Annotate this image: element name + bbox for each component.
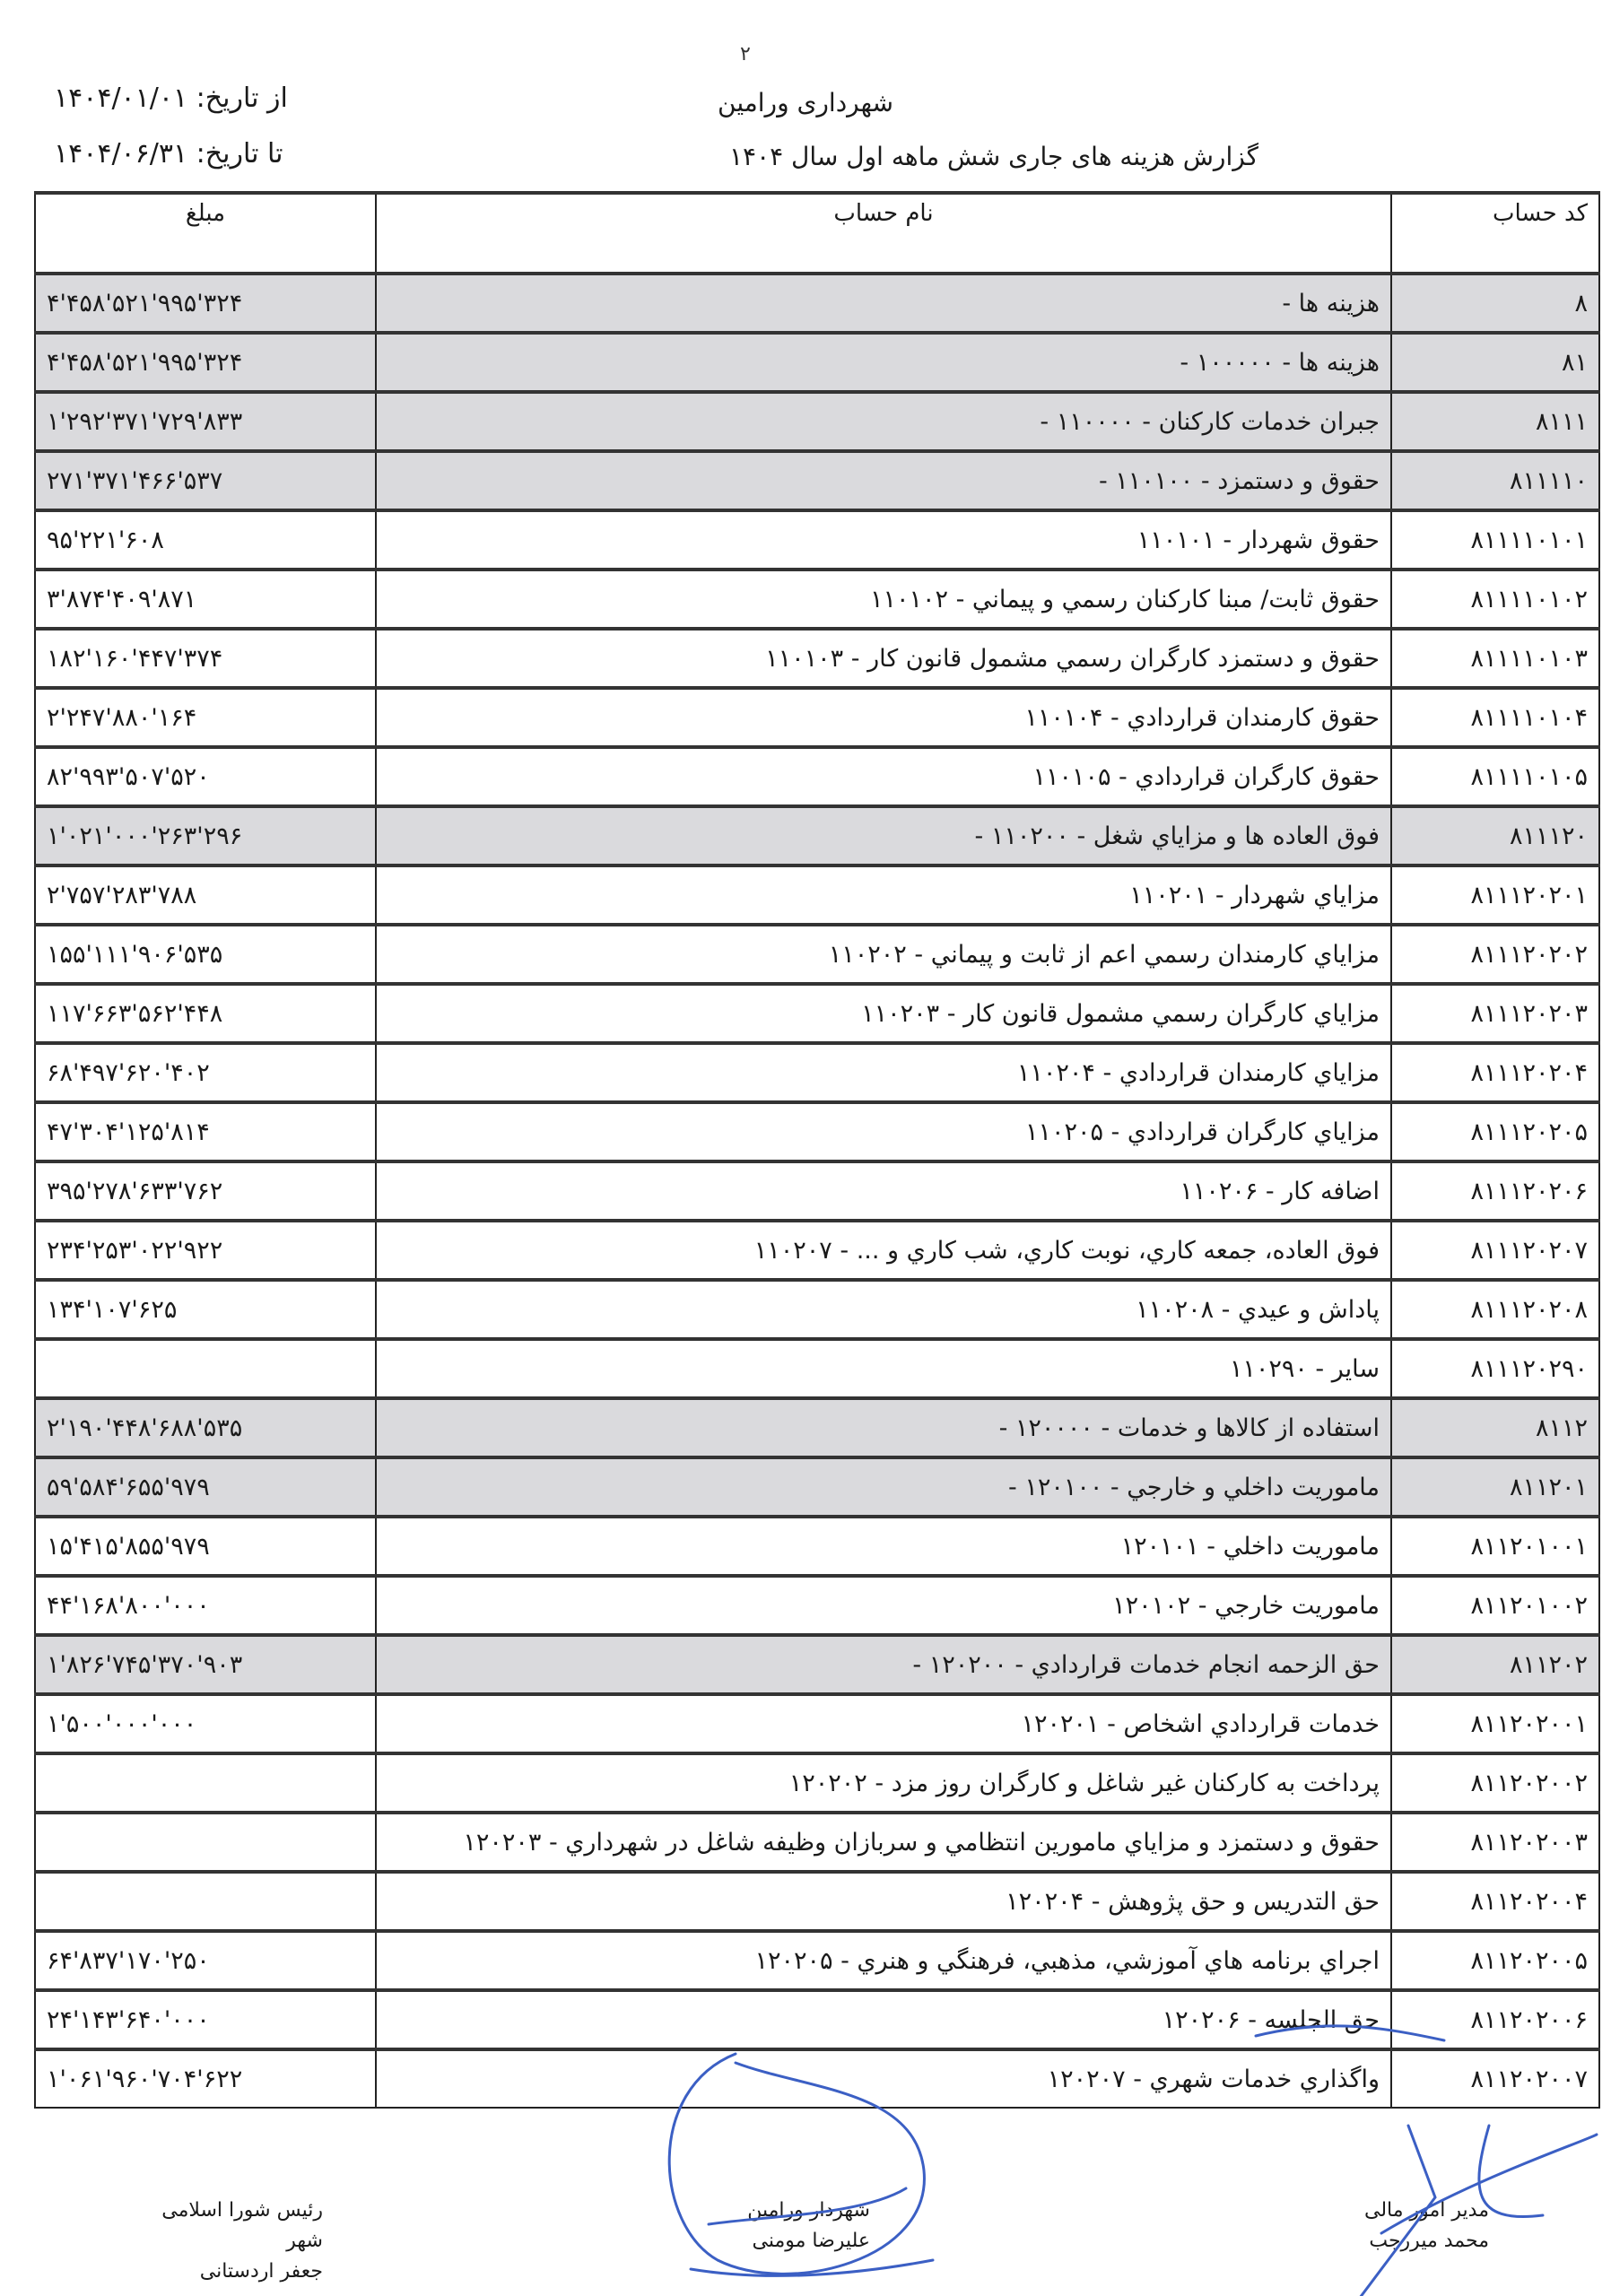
account-name: حقوق و دستمزد - ۱۱۰۱۰۰ - — [376, 451, 1391, 510]
account-amount: ۱۸۲'۱۶۰'۴۴۷'۳۷۴ — [35, 629, 376, 688]
account-amount — [35, 1813, 376, 1872]
mayor-title: شهردار ورامین — [747, 2199, 870, 2222]
account-name: ماموريت داخلي - ۱۲۰۱۰۱ — [376, 1517, 1391, 1576]
table-row — [35, 1990, 1599, 2049]
report-title: گزارش هزینه های جاری شش ماهه اول سال ۱۴۰۴ — [728, 142, 1259, 171]
account-amount — [35, 1339, 376, 1398]
account-name: واگذاري خدمات شهري - ۱۲۰۲۰۷ — [376, 2049, 1391, 2108]
account-code: ۸۱۱۱۲۰۲۰۴ — [1391, 1043, 1599, 1102]
mayor-signature-underline — [691, 2260, 933, 2275]
table-row — [35, 392, 1599, 451]
mayor-name: علیرضا مومنی — [752, 2230, 870, 2252]
account-amount: ۱'۰۶۱'۹۶۰'۷۰۴'۶۲۲ — [35, 2049, 376, 2108]
account-amount: ۴'۴۵۸'۵۲۱'۹۹۵'۳۲۴ — [35, 333, 376, 392]
signature-mayor — [709, 2196, 870, 2257]
table-row — [35, 1753, 1599, 1813]
account-name: حقوق و دستمزد و مزاياي مامورين انتظامي و سربازان وظيفه شاغل در شهرداري - ۱۲۰۲۰۳ — [376, 1813, 1391, 1872]
table-row — [35, 274, 1599, 333]
account-amount: ۹۵'۲۲۱'۶۰۸ — [35, 510, 376, 570]
finance-manager-name: محمد میررجب — [1369, 2230, 1489, 2252]
header-amount: مبلغ — [35, 193, 376, 274]
account-amount: ۳'۸۷۴'۴۰۹'۸۷۱ — [35, 570, 376, 629]
account-code: ۸۱۱۲۰۲۰۰۳ — [1391, 1813, 1599, 1872]
organization-title: شهرداری ورامین — [718, 88, 893, 117]
table-row — [35, 1931, 1599, 1990]
table-header-row — [35, 193, 1599, 274]
account-code: ۸۱۱۲۰۱۰۰۲ — [1391, 1576, 1599, 1635]
table-row — [35, 1813, 1599, 1872]
account-code: ۸۱۱۲۰۲ — [1391, 1635, 1599, 1694]
table-row — [35, 688, 1599, 747]
account-name: پاداش و عيدي - ۱۱۰۲۰۸ — [376, 1280, 1391, 1339]
account-code: ۸۱۱۲۰۱ — [1391, 1457, 1599, 1517]
account-amount: ۱'۵۰۰'۰۰۰'۰۰۰ — [35, 1694, 376, 1753]
account-code: ۸۱۱۱۲۰۲۰۱ — [1391, 865, 1599, 925]
account-name: خدمات قراردادي اشخاص - ۱۲۰۲۰۱ — [376, 1694, 1391, 1753]
account-name: اجراي برنامه هاي آموزشي، مذهبي، فرهنگي و هنري - ۱۲۰۲۰۵ — [376, 1931, 1391, 1990]
council-head-title: رئیس شورا اسلامی شهر — [161, 2199, 323, 2252]
table-row — [35, 510, 1599, 570]
account-amount: ۶۸'۴۹۷'۶۲۰'۴۰۲ — [35, 1043, 376, 1102]
account-code: ۸۱۱۱۲۰۲۹۰ — [1391, 1339, 1599, 1398]
table-row — [35, 1872, 1599, 1931]
account-amount: ۸۲'۹۹۳'۵۰۷'۵۲۰ — [35, 747, 376, 806]
account-name: حقوق كارمندان قراردادي - ۱۱۰۱۰۴ — [376, 688, 1391, 747]
account-amount: ۲'۱۹۰'۴۴۸'۶۸۸'۵۳۵ — [35, 1398, 376, 1457]
page-mark: ۲ — [740, 43, 751, 65]
account-amount: ۴'۴۵۸'۵۲۱'۹۹۵'۳۲۴ — [35, 274, 376, 333]
account-name: مزاياي كارگران قراردادي - ۱۱۰۲۰۵ — [376, 1102, 1391, 1161]
table-row — [35, 2049, 1599, 2108]
table-row — [35, 1339, 1599, 1398]
account-code: ۸۱۱۱۱۰۱۰۲ — [1391, 570, 1599, 629]
account-name: حقوق و دستمزد كارگران رسمي مشمول قانون كار - ۱۱۰۱۰۳ — [376, 629, 1391, 688]
table-row — [35, 1635, 1599, 1694]
table-row — [35, 925, 1599, 984]
account-amount: ۱'۸۲۶'۷۴۵'۳۷۰'۹۰۳ — [35, 1635, 376, 1694]
account-name: پرداخت به كاركنان غير شاغل و كارگران روز مزد - ۱۲۰۲۰۲ — [376, 1753, 1391, 1813]
table-row — [35, 1576, 1599, 1635]
account-amount — [35, 1872, 376, 1931]
table-row — [35, 747, 1599, 806]
account-code: ۸۱۱۱۲۰۲۰۶ — [1391, 1161, 1599, 1221]
account-code: ۸۱۱۲۰۲۰۰۷ — [1391, 2049, 1599, 2108]
account-name: حقوق ثابت/ مبنا كاركنان رسمي و پيماني - ۱۱۰۱۰۲ — [376, 570, 1391, 629]
account-amount: ۱۳۴'۱۰۷'۶۲۵ — [35, 1280, 376, 1339]
account-code: ۸ — [1391, 274, 1599, 333]
header-name: نام حساب — [376, 193, 1391, 274]
account-code: ۸۱۱۱۱۰۱۰۳ — [1391, 629, 1599, 688]
account-name: مزاياي كارگران رسمي مشمول قانون كار - ۱۱۰۲۰۳ — [376, 984, 1391, 1043]
table-row — [35, 1694, 1599, 1753]
from-date-label: از تاریخ: — [196, 83, 288, 114]
table-row — [35, 1161, 1599, 1221]
to-date — [54, 138, 283, 170]
finance-manager-title: مدیر امور مالی — [1364, 2199, 1489, 2222]
account-amount: ۱'۰۲۱'۰۰۰'۲۶۳'۲۹۶ — [35, 806, 376, 865]
table-row — [35, 865, 1599, 925]
account-code: ۸۱۱۱۲۰۲۰۲ — [1391, 925, 1599, 984]
table-row — [35, 333, 1599, 392]
council-head-name: جعفر اردستانی — [199, 2260, 323, 2283]
account-code: ۸۱۱۲۰۲۰۰۲ — [1391, 1753, 1599, 1813]
signature-finance-manager — [1328, 2196, 1489, 2257]
account-amount — [35, 1753, 376, 1813]
to-date-value: ۱۴۰۴/۰۶/۳۱ — [54, 138, 188, 170]
account-code: ۸۱۱۱۲۰۲۰۳ — [1391, 984, 1599, 1043]
account-code: ۸۱۱۲۰۲۰۰۱ — [1391, 1694, 1599, 1753]
account-name: حق التدريس و حق پژوهش - ۱۲۰۲۰۴ — [376, 1872, 1391, 1931]
table-row — [35, 1221, 1599, 1280]
account-amount: ۳۹۵'۲۷۸'۶۳۳'۷۶۲ — [35, 1161, 376, 1221]
account-amount: ۴۷'۳۰۴'۱۲۵'۸۱۴ — [35, 1102, 376, 1161]
account-code: ۸۱۱۱۱۰۱۰۴ — [1391, 688, 1599, 747]
account-code: ۸۱۱۲ — [1391, 1398, 1599, 1457]
account-amount: ۱'۲۹۲'۳۷۱'۷۲۹'۸۳۳ — [35, 392, 376, 451]
account-amount: ۲'۲۴۷'۸۸۰'۱۶۴ — [35, 688, 376, 747]
account-name: جبران خدمات کارکنان - ۱۱۰۰۰۰ - — [376, 392, 1391, 451]
account-code: ۸۱۱۱ — [1391, 392, 1599, 451]
account-name: حق الزحمه انجام خدمات قراردادي - ۱۲۰۲۰۰ - — [376, 1635, 1391, 1694]
account-code: ۸۱۱۱۲۰۲۰۵ — [1391, 1102, 1599, 1161]
account-name: مزاياي شهردار - ۱۱۰۲۰۱ — [376, 865, 1391, 925]
account-name: هزینه ها - ۱۰۰۰۰۰ - — [376, 333, 1391, 392]
account-name: هزینه ها - — [376, 274, 1391, 333]
to-date-label: تا تاریخ: — [196, 138, 283, 170]
account-code: ۸۱ — [1391, 333, 1599, 392]
account-name: حقوق كارگران قراردادي - ۱۱۰۱۰۵ — [376, 747, 1391, 806]
account-code: ۸۱۱۱۱۰ — [1391, 451, 1599, 510]
account-name: ماموريت خارجي - ۱۲۰۱۰۲ — [376, 1576, 1391, 1635]
account-code: ۸۱۱۱۲۰ — [1391, 806, 1599, 865]
table-row — [35, 1457, 1599, 1517]
account-name: اضافه كار - ۱۱۰۲۰۶ — [376, 1161, 1391, 1221]
table-row — [35, 1102, 1599, 1161]
account-amount: ۱۵'۴۱۵'۸۵۵'۹۷۹ — [35, 1517, 376, 1576]
account-name: حقوق شهردار - ۱۱۰۱۰۱ — [376, 510, 1391, 570]
account-code: ۸۱۱۲۰۱۰۰۱ — [1391, 1517, 1599, 1576]
account-code: ۸۱۱۱۲۰۲۰۸ — [1391, 1280, 1599, 1339]
account-code: ۸۱۱۱۱۰۱۰۵ — [1391, 747, 1599, 806]
account-name: ساير - ۱۱۰۲۹۰ — [376, 1339, 1391, 1398]
account-amount: ۵۹'۵۸۴'۶۵۵'۹۷۹ — [35, 1457, 376, 1517]
signature-council-head — [126, 2196, 323, 2287]
from-date — [54, 83, 288, 114]
account-code: ۸۱۱۱۱۰۱۰۱ — [1391, 510, 1599, 570]
account-code: ۸۱۱۲۰۲۰۰۵ — [1391, 1931, 1599, 1990]
account-name: فوق العاده، جمعه كاري، نوبت كاري، شب كاري و ... - ۱۱۰۲۰۷ — [376, 1221, 1391, 1280]
account-name: ماموريت داخلي و خارجي - ۱۲۰۱۰۰ - — [376, 1457, 1391, 1517]
account-amount: ۲۷۱'۳۷۱'۴۶۶'۵۳۷ — [35, 451, 376, 510]
account-name: فوق العاده ها و مزاياي شغل - ۱۱۰۲۰۰ - — [376, 806, 1391, 865]
table-row — [35, 570, 1599, 629]
account-amount: ۲۳۴'۲۵۳'۰۲۲'۹۲۲ — [35, 1221, 376, 1280]
account-code: ۸۱۱۲۰۲۰۰۴ — [1391, 1872, 1599, 1931]
account-amount: ۴۴'۱۶۸'۸۰۰'۰۰۰ — [35, 1576, 376, 1635]
account-name: مزاياي كارمندان قراردادي - ۱۱۰۲۰۴ — [376, 1043, 1391, 1102]
account-code: ۸۱۱۱۲۰۲۰۷ — [1391, 1221, 1599, 1280]
from-date-value: ۱۴۰۴/۰۱/۰۱ — [54, 83, 188, 114]
table-row — [35, 629, 1599, 688]
account-amount: ۲۴'۱۴۳'۶۴۰'۰۰۰ — [35, 1990, 376, 2049]
table-row — [35, 451, 1599, 510]
table-row — [35, 806, 1599, 865]
table-row — [35, 1043, 1599, 1102]
account-amount: ۱۱۷'۶۶۳'۵۶۲'۴۴۸ — [35, 984, 376, 1043]
account-name: استفاده از كالاها و خدمات - ۱۲۰۰۰۰ - — [376, 1398, 1391, 1457]
account-amount: ۶۴'۸۳۷'۱۷۰'۲۵۰ — [35, 1931, 376, 1990]
account-name: حق الجلسه - ۱۲۰۲۰۶ — [376, 1990, 1391, 2049]
account-code: ۸۱۱۲۰۲۰۰۶ — [1391, 1990, 1599, 2049]
account-amount: ۱۵۵'۱۱۱'۹۰۶'۵۳۵ — [35, 925, 376, 984]
account-name: مزاياي كارمندان رسمي اعم از ثابت و پيماني - ۱۱۰۲۰۲ — [376, 925, 1391, 984]
table-row — [35, 1517, 1599, 1576]
table-row — [35, 984, 1599, 1043]
account-amount: ۲'۷۵۷'۲۸۳'۷۸۸ — [35, 865, 376, 925]
expense-table — [34, 191, 1600, 2109]
table-row — [35, 1398, 1599, 1457]
header-code: کد حساب — [1391, 193, 1599, 274]
table-row — [35, 1280, 1599, 1339]
